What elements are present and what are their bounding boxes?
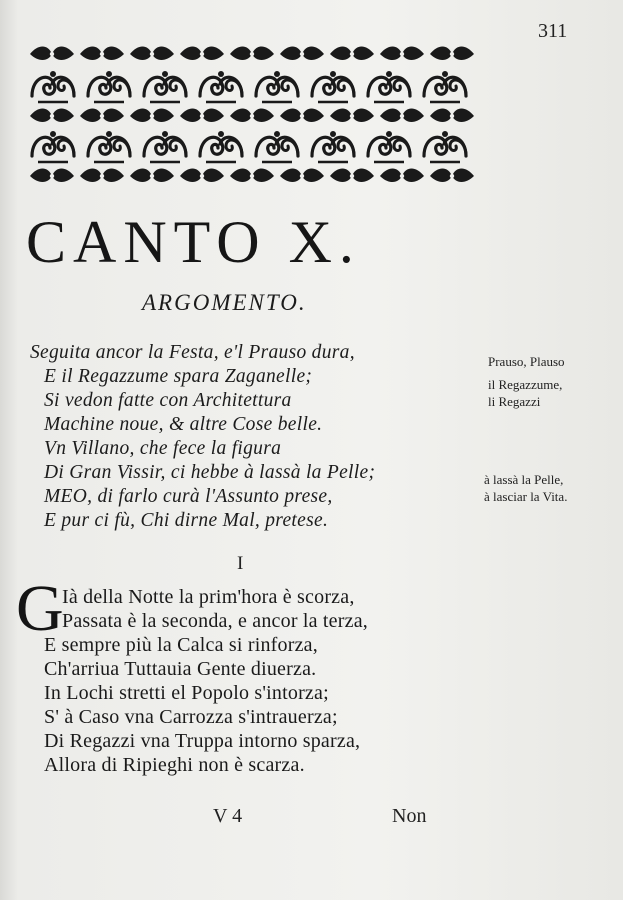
printer-signature: V 4: [213, 805, 243, 827]
show-through-text: [500, 580, 504, 598]
margin-note: il Regazzume,: [488, 377, 563, 392]
margin-note: à lasciar la Vita.: [484, 489, 568, 504]
argument-line: E il Regazzume spara Zaganelle;: [44, 366, 313, 387]
argument-line: Seguita ancor la Festa, e'l Prauso dura,: [30, 342, 355, 363]
argument-line: MEO, di farlo curà l'Assunto prese,: [44, 486, 333, 507]
catchword: Non: [392, 805, 427, 827]
argument-line: Di Gran Vissir, ci hebbe à lassà la Pelle;: [44, 462, 376, 483]
margin-note: à lassà la Pelle,: [484, 472, 564, 487]
page-number: 311: [538, 20, 568, 42]
argument-line: E pur ci fù, Chi dirne Mal, pretese.: [44, 510, 329, 531]
verse-line: In Lochi stretti el Popolo s'intorza;: [44, 682, 329, 704]
decorative-ornament-band: [28, 44, 480, 186]
argument-line: Vn Villano, che fece la figura: [44, 438, 282, 459]
argument-line: Si vedon fatte con Architettura: [44, 390, 292, 411]
verse-line: Passata è la seconda, e ancor la terza,: [62, 610, 368, 632]
margin-note: li Regazzi: [488, 394, 541, 409]
verse-line: S' à Caso vna Carrozza s'intrauerza;: [44, 706, 338, 728]
margin-note: Prauso, Plauso: [488, 354, 565, 369]
canto-title: CANTO X.: [26, 209, 361, 275]
verse-line: Ch'arriua Tuttauia Gente diuerza.: [44, 658, 317, 680]
verse-line: Di Regazzi vna Truppa intorno sparza,: [44, 730, 361, 752]
verse-line: Allora di Ripieghi non è scarza.: [44, 754, 305, 776]
verse-line: Ià della Notte la prim'hora è scorza,: [62, 586, 355, 608]
drop-cap: G: [16, 572, 64, 645]
stanza-number: I: [237, 553, 244, 574]
verse-line: E sempre più la Calca si rinforza,: [44, 634, 318, 656]
argument-heading: ARGOMENTO.: [142, 290, 307, 315]
argument-line: Machine noue, & altre Cose belle.: [44, 414, 323, 435]
